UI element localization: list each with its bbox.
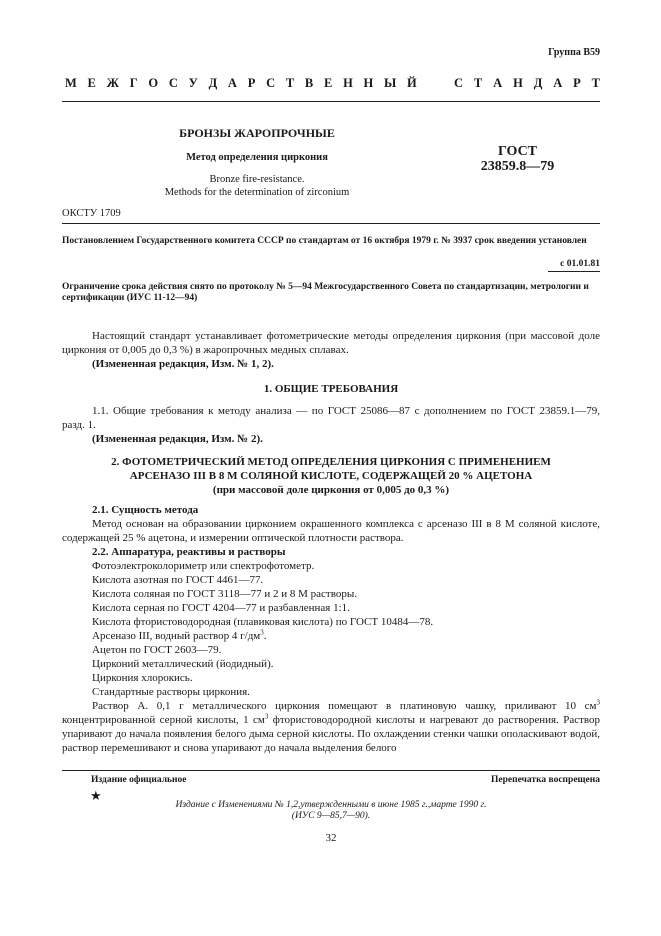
- subsection-2-1-title: 2.1. Сущность метода: [92, 504, 199, 516]
- section-2-heading-2: АРСЕНАЗО III В 8 М СОЛЯНОЙ КИСЛОТЕ, СОДЕРЖАЩЕЙ 20 % АЦЕТОНА: [129, 470, 533, 482]
- reagent-item: Кислота фтористоводородная (плавиковая кислота) по ГОСТ 10484—78.: [92, 616, 434, 628]
- section-2: [62, 455, 600, 755]
- banner-letter: Й: [407, 76, 417, 90]
- banner-letter: С: [266, 76, 276, 90]
- section-2-heading-3: (при массовой доле циркония от 0,005 до 0,3 %): [212, 484, 450, 496]
- banner-letter: В: [304, 76, 314, 90]
- banner-word-interstate: [65, 76, 417, 91]
- official-edition: Издание официальное: [91, 775, 187, 785]
- reagent-item: Кислота серная по ГОСТ 4204—77 и разбавленная 1:1.: [92, 602, 350, 614]
- reagent-item: Ацетон по ГОСТ 2603—79.: [92, 644, 222, 656]
- effective-date: с 01.01.81: [560, 259, 600, 269]
- title-english-line-1: Bronze fire-resistance.: [209, 174, 305, 185]
- banner-letter: Д: [208, 76, 218, 90]
- section-1-heading: 1. ОБЩИЕ ТРЕБОВАНИЯ: [263, 383, 399, 395]
- intro-note: (Измененная редакция, Изм. № 1, 2).: [92, 358, 274, 370]
- title-english: [62, 174, 452, 199]
- solution-a-text: Раствор А. 0,1 г металлического циркония помещают в платиновую чашку, приливают 10 $см^3$ концентрированной серной кислоты, 1 $см^3$ фтористоводородной кислоты и нагревают до растворения. Раствор упаривают до начала появления белого дыма серной кислоты. По охлаждении стенки чашки ополаскивают водой, раствор перемешивают и снова упаривают до начала выделения белого: [62, 698, 601, 754]
- banner-letter: С: [168, 76, 178, 90]
- banner-rule: [62, 101, 600, 102]
- subsection-2-1-text: Метод основан на образовании цирконием окрашенного комплекса с арсеназо III в 8 М соляной кислоте, содержащей 25 % ацетона, и измерении оптической плотности раствора.: [62, 518, 600, 544]
- banner-letter: Т: [591, 76, 600, 90]
- banner-letter: Ы: [384, 76, 397, 90]
- reagent-item: Фотоэлектроколориметр или спектрофотометр.: [92, 560, 315, 572]
- page-number: 32: [325, 832, 337, 844]
- section-1-text: 1.1. Общие требования к методу анализа — по ГОСТ 25086—87 с дополнением по ГОСТ 23859.1—79, разд. 1.: [62, 405, 600, 431]
- banner-letter: Ж: [106, 76, 119, 90]
- title-block: [62, 126, 452, 199]
- banner-letter: У: [188, 76, 198, 90]
- section-1: [62, 382, 600, 446]
- section-2-heading-1: 2. ФОТОМЕТРИЧЕСКИЙ МЕТОД ОПРЕДЕЛЕНИЯ ЦИРКОНИЯ С ПРИМЕНЕНИЕМ: [111, 456, 551, 468]
- title-main: БРОНЗЫ ЖАРОПРОЧНЫЕ: [179, 126, 335, 140]
- title-english-line-2: Methods for the determination of zirconium: [164, 186, 350, 198]
- banner-letter: О: [148, 76, 159, 90]
- reagent-item: Стандартные растворы циркония.: [92, 686, 250, 698]
- gost-label: ГОСТ: [497, 144, 538, 159]
- banner-letter: Р: [247, 76, 256, 90]
- banner-letter: Г: [129, 76, 138, 90]
- banner-letter: Р: [573, 76, 581, 90]
- banner-letter: М: [65, 76, 77, 90]
- banner-letter: А: [493, 76, 503, 90]
- edition-note-line-1: Издание с Изменениями № 1,2,утвержденными в июне 1985 г.,марте 1990 г.: [175, 800, 487, 810]
- gost-number: 23859.8—79: [480, 159, 555, 174]
- intro-text: Настоящий стандарт устанавливает фотометрические методы определения циркония (при массовой доле циркония от 0,005 до 0,3 %) в жаропрочных медных сплавах.: [62, 330, 600, 356]
- reagent-item: Кислота азотная по ГОСТ 4461—77.: [92, 574, 264, 586]
- reprint-prohibited: Перепечатка воспрещена: [490, 775, 600, 785]
- header-rule: [62, 223, 600, 224]
- star-icon: ★: [90, 788, 102, 803]
- banner-word-standard: [454, 76, 600, 91]
- banner-letter: А: [227, 76, 237, 90]
- banner-letter: С: [454, 76, 464, 90]
- standard-banner: [65, 76, 600, 91]
- banner-letter: Т: [285, 76, 295, 90]
- banner-letter: Н: [363, 76, 374, 90]
- title-sub: Метод определения циркония: [186, 152, 328, 163]
- banner-letter: Н: [513, 76, 523, 90]
- subsection-2-2-title: 2.2. Аппаратура, реактивы и растворы: [92, 546, 286, 558]
- banner-letter: Н: [343, 76, 353, 90]
- reagent-item: Циркония хлорокись.: [92, 672, 193, 684]
- reagent-item: Кислота соляная по ГОСТ 3118—77 и 2 и 8 М растворы.: [92, 588, 357, 600]
- gost-designation: [470, 144, 565, 174]
- date-underline: [548, 271, 600, 272]
- reagent-item-arsenazo: Арсеназо III, водный раствор 4 $г/дм^3$.: [92, 628, 267, 642]
- edition-note: [62, 800, 600, 822]
- group-code: Группа В59: [548, 47, 600, 58]
- edition-note-line-2: (ИУС 9—85,7—90).: [291, 811, 371, 821]
- banner-letter: Е: [323, 76, 333, 90]
- banner-letter: Т: [473, 76, 483, 90]
- limit-text: Ограничение срока действия снято по протоколу № 5—94 Межгосударственного Совета по стандартизации, метрологии и сертификации (ИУС 11-12—94): [62, 282, 589, 303]
- banner-letter: Д: [533, 76, 543, 90]
- intro-section: [62, 329, 600, 371]
- section-1-note: (Измененная редакция, Изм. № 2).: [92, 433, 263, 445]
- reagent-item: Цирконий металлический (йодидный).: [92, 658, 274, 670]
- decree-text: Постановлением Государственного комитета СССР по стандартам от 16 октября 1979 г. № 3937 срок введения установлен: [62, 236, 587, 246]
- okstu-code: ОКСТУ 1709: [62, 208, 121, 219]
- banner-letter: Е: [87, 76, 96, 90]
- footer-rule: [62, 770, 600, 771]
- banner-letter: А: [553, 76, 563, 90]
